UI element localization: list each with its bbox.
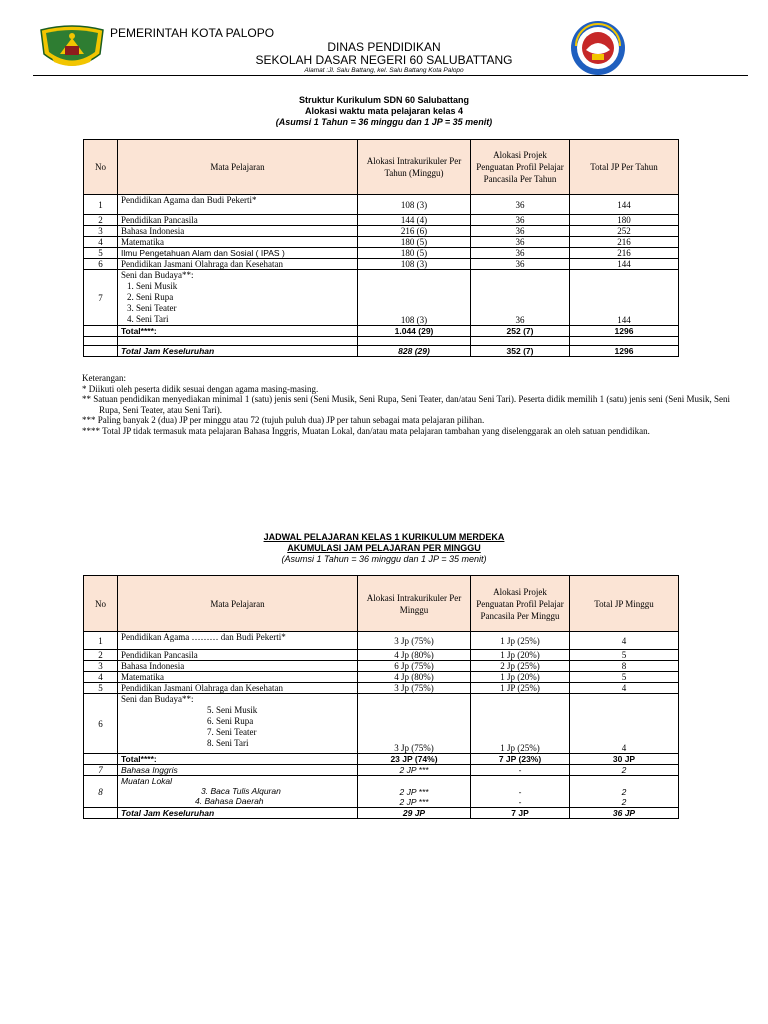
row-no: 4 [84,672,118,683]
row-total: 252 [570,226,679,237]
arts-subjects [118,694,358,754]
agency-name: DINAS PENDIDIKAN [327,40,441,54]
row-total: 2 [570,765,679,776]
section2-title: JADWAL PELAJARAN KELAS 1 KURIKULUM MERDEKA [263,532,505,542]
row-no: 3 [84,661,118,672]
blank-row [84,337,679,346]
arts-item: 7. Seni Teater [207,727,257,737]
total-projek: 7 JP (23%) [471,754,570,765]
section1-title: Struktur Kurikulum SDN 60 Salubattang [298,95,470,105]
empty-cell [84,808,118,819]
header-intra: Alokasi Intrakurikuler Per Tahun (Minggu) [358,140,471,195]
local-total [570,776,679,808]
empty-cell [358,337,471,346]
row-subject: Pendidikan Jasmani Olahraga dan Kesehatan [118,683,358,694]
weekly-schedule-table-grade1 [83,575,679,819]
row-intra: 3 Jp (75%) [358,632,471,650]
local-projek-value: - [518,787,522,797]
row-projek: 36 [471,215,570,226]
row-subject: Pendidikan Agama dan Budi Pekerti* [118,195,358,215]
row-projek: 36 [471,270,570,326]
row-no: 2 [84,650,118,661]
row-no: 5 [84,683,118,694]
grand-projek: 7 JP [471,808,570,819]
row-total: 144 [570,259,679,270]
row-subject: Bahasa Indonesia [118,661,358,672]
grand-label: Total Jam Keseluruhan [118,808,358,819]
note-4: **** Total JP tidak termasuk mata pelajaran Bahasa Inggris, Muatan Lokal, dan/atau mata pelajaran tambahan yang diselenggarak an oleh satuan pendidikan. [82,425,650,436]
row-total: 144 [570,270,679,326]
row-total: 216 [570,248,679,259]
school-name: SEKOLAH DASAR NEGERI 60 SALUBATTANG [255,53,513,67]
row-total: 216 [570,237,679,248]
row-no: 7 [84,270,118,326]
grand-label: Total Jam Keseluruhan [118,346,358,357]
row-no: 4 [84,237,118,248]
grand-projek: 352 (7) [471,346,570,357]
local-item: 3. Baca Tulis Alquran [201,786,281,796]
total-row [84,326,679,337]
header-total: Total JP Per Tahun [570,140,679,195]
row-total: 4 [570,632,679,650]
row-no: 6 [84,259,118,270]
grand-intra: 828 (29) [358,346,471,357]
row-intra: 108 (3) [358,259,471,270]
header-no: No [84,576,118,632]
grand-total: 1296 [570,346,679,357]
row-subject: Pendidikan Agama ……… dan Budi Pekerti* [118,632,358,650]
row-no: 6 [84,694,118,754]
row-intra: 216 (6) [358,226,471,237]
arts-item: 6. Seni Rupa [207,716,254,726]
local-total-value: 2 [621,787,627,797]
empty-cell [84,337,118,346]
curriculum-table-grade4 [83,139,679,357]
header-subject: Mata Pelajaran [118,576,358,632]
table-header-row [84,140,679,195]
arts-item: 4. Seni Tari [127,314,169,324]
row-intra: 108 (3) [358,195,471,215]
row-projek: 1 Jp (25%) [471,694,570,754]
row-projek: 1 Jp (25%) [471,632,570,650]
row-subject: Pendidikan Pancasila [118,650,358,661]
total-total: 1296 [570,326,679,337]
empty-cell [84,346,118,357]
notes [82,373,730,437]
row-total: 8 [570,661,679,672]
local-subjects [118,776,358,808]
row-projek: 2 Jp (25%) [471,661,570,672]
row-no: 3 [84,226,118,237]
section1-subtitle: Alokasi waktu mata pelajaran kelas 4 [304,106,464,116]
grand-total-row [84,808,679,819]
row-intra: 2 JP *** [358,765,471,776]
header-total: Total JP Minggu [570,576,679,632]
arts-row [84,270,679,326]
table-row [84,672,679,683]
row-projek: 36 [471,248,570,259]
row-subject: Bahasa Inggris [118,765,358,776]
arts-item: 2. Seni Rupa [127,292,174,302]
row-total: 5 [570,672,679,683]
note-2: ** Satuan pendidikan menyediakan minimal 1 (satu) jenis seni (Seni Musik, Seni Rupa, Seni Teater, dan/atau Seni Tari). Peserta didik memilih 1 (satu) jenis seni (Seni Musik, Seni Rupa, Seni Teater, atau Seni Tari). [82,394,730,415]
total-label: Total****: [118,326,358,337]
arts-item: 8. Seni Tari [207,738,249,748]
local-projek [471,776,570,808]
row-projek: 36 [471,259,570,270]
table-row [84,195,679,215]
table-row [84,650,679,661]
header-subject: Mata Pelajaran [118,140,358,195]
letterhead-divider [33,75,748,76]
row-total: 180 [570,215,679,226]
row-no: 1 [84,195,118,215]
row-intra: 3 Jp (75%) [358,683,471,694]
arts-label: Seni dan Budaya**: [121,694,194,704]
total-intra: 23 JP (74%) [358,754,471,765]
notes-heading: Keterangan: [82,373,126,383]
header-projek: Alokasi Projek Penguatan Profil Pelajar Pancasila Per Tahun [471,140,570,195]
row-intra: 6 Jp (75%) [358,661,471,672]
arts-item: 1. Seni Musik [127,281,178,291]
empty-cell [84,754,118,765]
row-intra: 3 Jp (75%) [358,694,471,754]
total-intra: 1.044 (29) [358,326,471,337]
local-total-value: 2 [621,797,627,807]
row-intra: 180 (5) [358,237,471,248]
local-content-row [84,776,679,808]
row-total: 5 [570,650,679,661]
table-row [84,259,679,270]
row-intra: 108 (3) [358,270,471,326]
section2-assumption: (Asumsi 1 Tahun = 36 minggu dan 1 JP = 35 menit) [281,554,487,564]
grand-total: 36 JP [570,808,679,819]
school-address: Alamat :Jl. Salu Battang, kel. Salu Battang Kota Palopo [304,67,464,74]
row-subject: Matematika [118,237,358,248]
header-projek: Alokasi Projek Penguatan Profil Pelajar Pancasila Per Minggu [471,576,570,632]
grand-intra: 29 JP [358,808,471,819]
row-projek: 36 [471,226,570,237]
arts-label: Seni dan Budaya**: [121,270,194,280]
row-intra: 180 (5) [358,248,471,259]
row-projek: 1 Jp (20%) [471,650,570,661]
note-1: * Diikuti oleh peserta didik sesuai dengan agama masing-masing. [82,383,319,394]
row-projek: 36 [471,195,570,215]
row-total: 144 [570,195,679,215]
row-subject: Ilmu Pengetahuan Alam dan Sosial ( IPAS ) [118,248,358,259]
table-row [84,632,679,650]
row-intra: 4 Jp (80%) [358,650,471,661]
row-total: 4 [570,683,679,694]
local-intra-value: 2 JP *** [399,797,429,807]
grand-total-row [84,346,679,357]
section2-subtitle: AKUMULASI JAM PELAJARAN PER MINGGU [287,543,481,553]
row-no: 2 [84,215,118,226]
header-no: No [84,140,118,195]
row-projek: 36 [471,237,570,248]
row-no: 5 [84,248,118,259]
row-projek: - [471,765,570,776]
total-total: 30 JP [570,754,679,765]
row-no: 1 [84,632,118,650]
local-label: Muatan Lokal [121,776,173,786]
arts-row [84,694,679,754]
section1-assumption: (Asumsi 1 Tahun = 36 minggu dan 1 JP = 35 menit) [275,117,493,127]
row-no: 8 [84,776,118,808]
row-no: 7 [84,765,118,776]
empty-cell [84,326,118,337]
table-row [84,215,679,226]
arts-item: 5. Seni Musik [207,705,258,715]
table-header-row [84,576,679,632]
row-intra: 144 (4) [358,215,471,226]
row-projek: 1 JP (25%) [471,683,570,694]
empty-cell [570,337,679,346]
table-row [84,237,679,248]
local-item: 4. Bahasa Daerah [195,796,264,806]
empty-cell [118,337,358,346]
arts-item: 3. Seni Teater [127,303,177,313]
note-3: *** Paling banyak 2 (dua) JP per minggu atau 72 (tujuh puluh dua) JP per tahun sebagai mata pelajaran pilihan. [82,415,485,426]
local-projek-value: - [518,797,522,807]
total-projek: 252 (7) [471,326,570,337]
table-row [84,226,679,237]
total-label: Total****: [118,754,358,765]
row-subject: Pendidikan Pancasila [118,215,358,226]
header-intra: Alokasi Intrakurikuler Per Minggu [358,576,471,632]
total-row [84,754,679,765]
table-row [84,683,679,694]
government-name: PEMERINTAH KOTA PALOPO [110,26,275,40]
local-intra-value: 2 JP *** [399,787,429,797]
row-subject: Pendidikan Jasmani Olahraga dan Kesehatan [118,259,358,270]
table-row [84,765,679,776]
arts-subjects [118,270,358,326]
table-row [84,248,679,259]
table-row [84,661,679,672]
row-subject: Bahasa Indonesia [118,226,358,237]
empty-cell [471,337,570,346]
row-projek: 1 Jp (20%) [471,672,570,683]
row-subject: Matematika [118,672,358,683]
row-intra: 4 Jp (80%) [358,672,471,683]
local-intra [358,776,471,808]
row-total: 4 [570,694,679,754]
